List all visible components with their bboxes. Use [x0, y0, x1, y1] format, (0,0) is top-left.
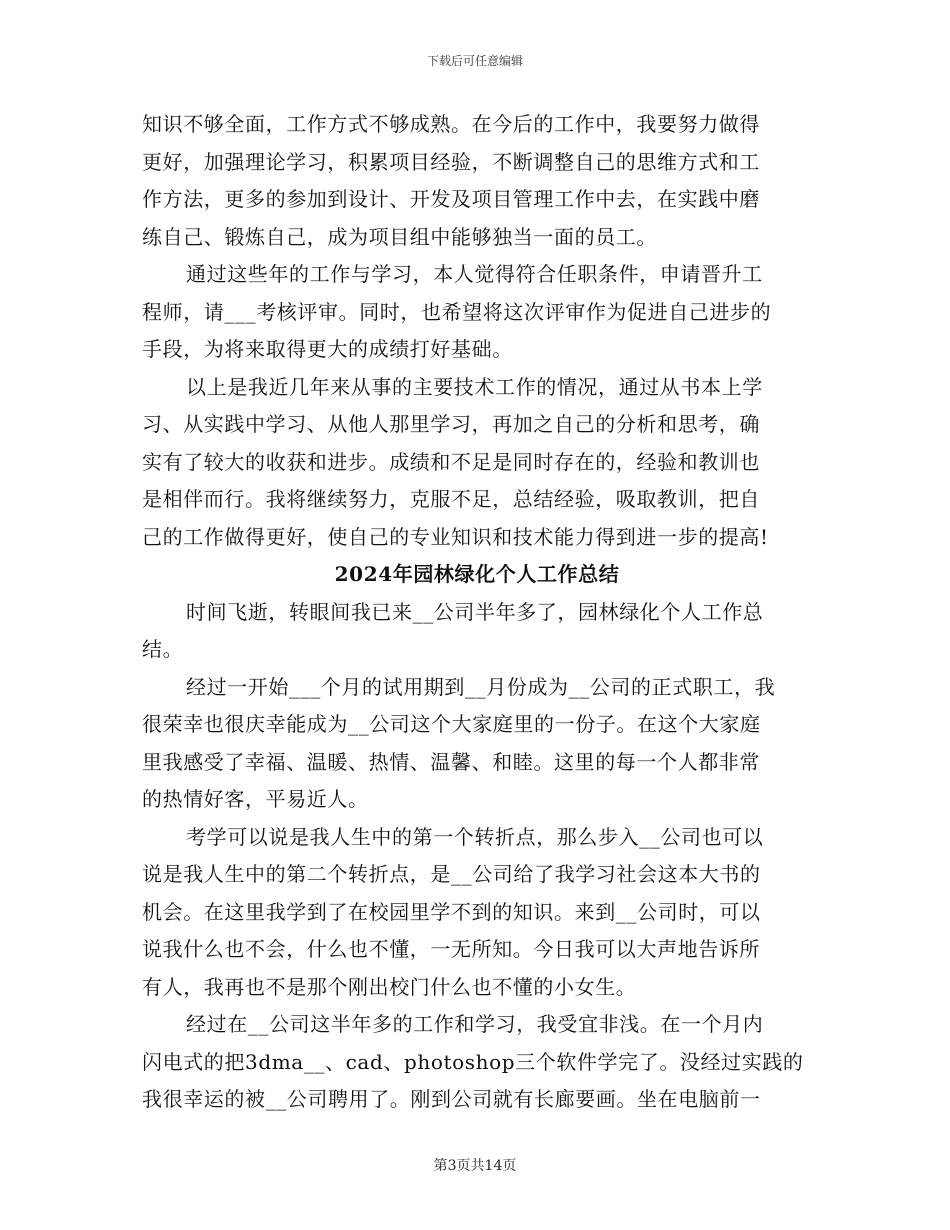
- text-line: 手段，为将来取得更大的成绩打好基础。: [142, 337, 513, 361]
- text-line: 程师，请___考核评审。同时，也希望将这次评审作为促进自己进步的: [142, 299, 772, 324]
- text-line: 以上是我近几年来从事的主要技术工作的情况，通过从书本上学: [186, 374, 763, 399]
- document-body: [142, 106, 812, 1119]
- page-footer: 第3页共14页: [433, 1158, 517, 1174]
- paragraph: [142, 594, 812, 669]
- paragraph: [142, 1006, 812, 1119]
- text-line: 说是我人生中的第二个转折点，是__公司给了我学习社会这本大书的: [142, 862, 761, 886]
- paragraph: [142, 669, 812, 819]
- text-line: 经过在__公司这半年多的工作和学习，我受宜非浅。在一个月内: [186, 1012, 764, 1036]
- paragraph: [142, 256, 812, 369]
- text-line: 机会。在这里我学到了在校园里学不到的知识。来到__公司时，可以: [142, 899, 761, 924]
- text-line: 我很幸运的被__公司聘用了。刚到公司就有长廊要画。坐在电脑前一: [142, 1087, 761, 1111]
- text-line: 的热情好客，平易近人。: [142, 787, 369, 811]
- text-line: 里我感受了幸福、温暖、热情、温馨、和睦。这里的每一个人都非常: [142, 749, 760, 774]
- text-line: 很荣幸也很庆幸能成为__公司这个大家庭里的一份子。在这个大家庭: [142, 712, 761, 736]
- text-line: 考学可以说是我人生中的第一个转折点，那么步入__公司也可以: [186, 824, 764, 849]
- text-line: 时间飞逝，转眼间我已来__公司半年多了，园林绿化个人工作总: [186, 599, 764, 624]
- text-line: 是相伴而行。我将继续努力，克服不足，总结经验，吸取教训，把自: [142, 487, 760, 511]
- text-line: 作方法，更多的参加到设计、开发及项目管理工作中去，在实践中磨: [142, 187, 760, 211]
- text-line: 习、从实践中学习、从他人那里学习，再加之自己的分析和思考，确: [142, 412, 760, 436]
- text-line: 经过一开始___个月的试用期到__月份成为__公司的正式职工，我: [186, 674, 776, 699]
- text-line: 练自己、锻炼自己，成为项目组中能够独当一面的员工。: [142, 224, 657, 249]
- page-header: 下载后可任意编辑: [426, 54, 523, 68]
- paragraph: [142, 369, 812, 557]
- text-line: 结。: [142, 637, 184, 661]
- text-line: 实有了较大的收获和进步。成绩和不足是同时存在的，经验和教训也: [142, 449, 760, 474]
- text-line: 更好，加强理论学习，积累项目经验，不断调整自己的思维方式和工: [142, 149, 760, 174]
- text-line: 闪电式的把3dma__、cad、photoshop三个软件学完了。没经过实践的: [142, 1049, 804, 1074]
- paragraph: [142, 819, 812, 1007]
- text-line: 己的工作做得更好，使自己的专业知识和技术能力得到进一步的提高!: [142, 524, 769, 549]
- section-title: 2024年园林绿化个人工作总结: [334, 562, 620, 586]
- text-line: 说我什么也不会，什么也不懂，一无所知。今日我可以大声地告诉所: [142, 937, 760, 961]
- text-line: 知识不够全面，工作方式不够成熟。在今后的工作中，我要努力做得: [142, 112, 760, 136]
- paragraph: [142, 106, 812, 256]
- text-line: 通过这些年的工作与学习，本人觉得符合任职条件，申请晋升工: [186, 262, 763, 286]
- text-line: 有人，我再也不是那个刚出校门什么也不懂的小女生。: [142, 974, 637, 999]
